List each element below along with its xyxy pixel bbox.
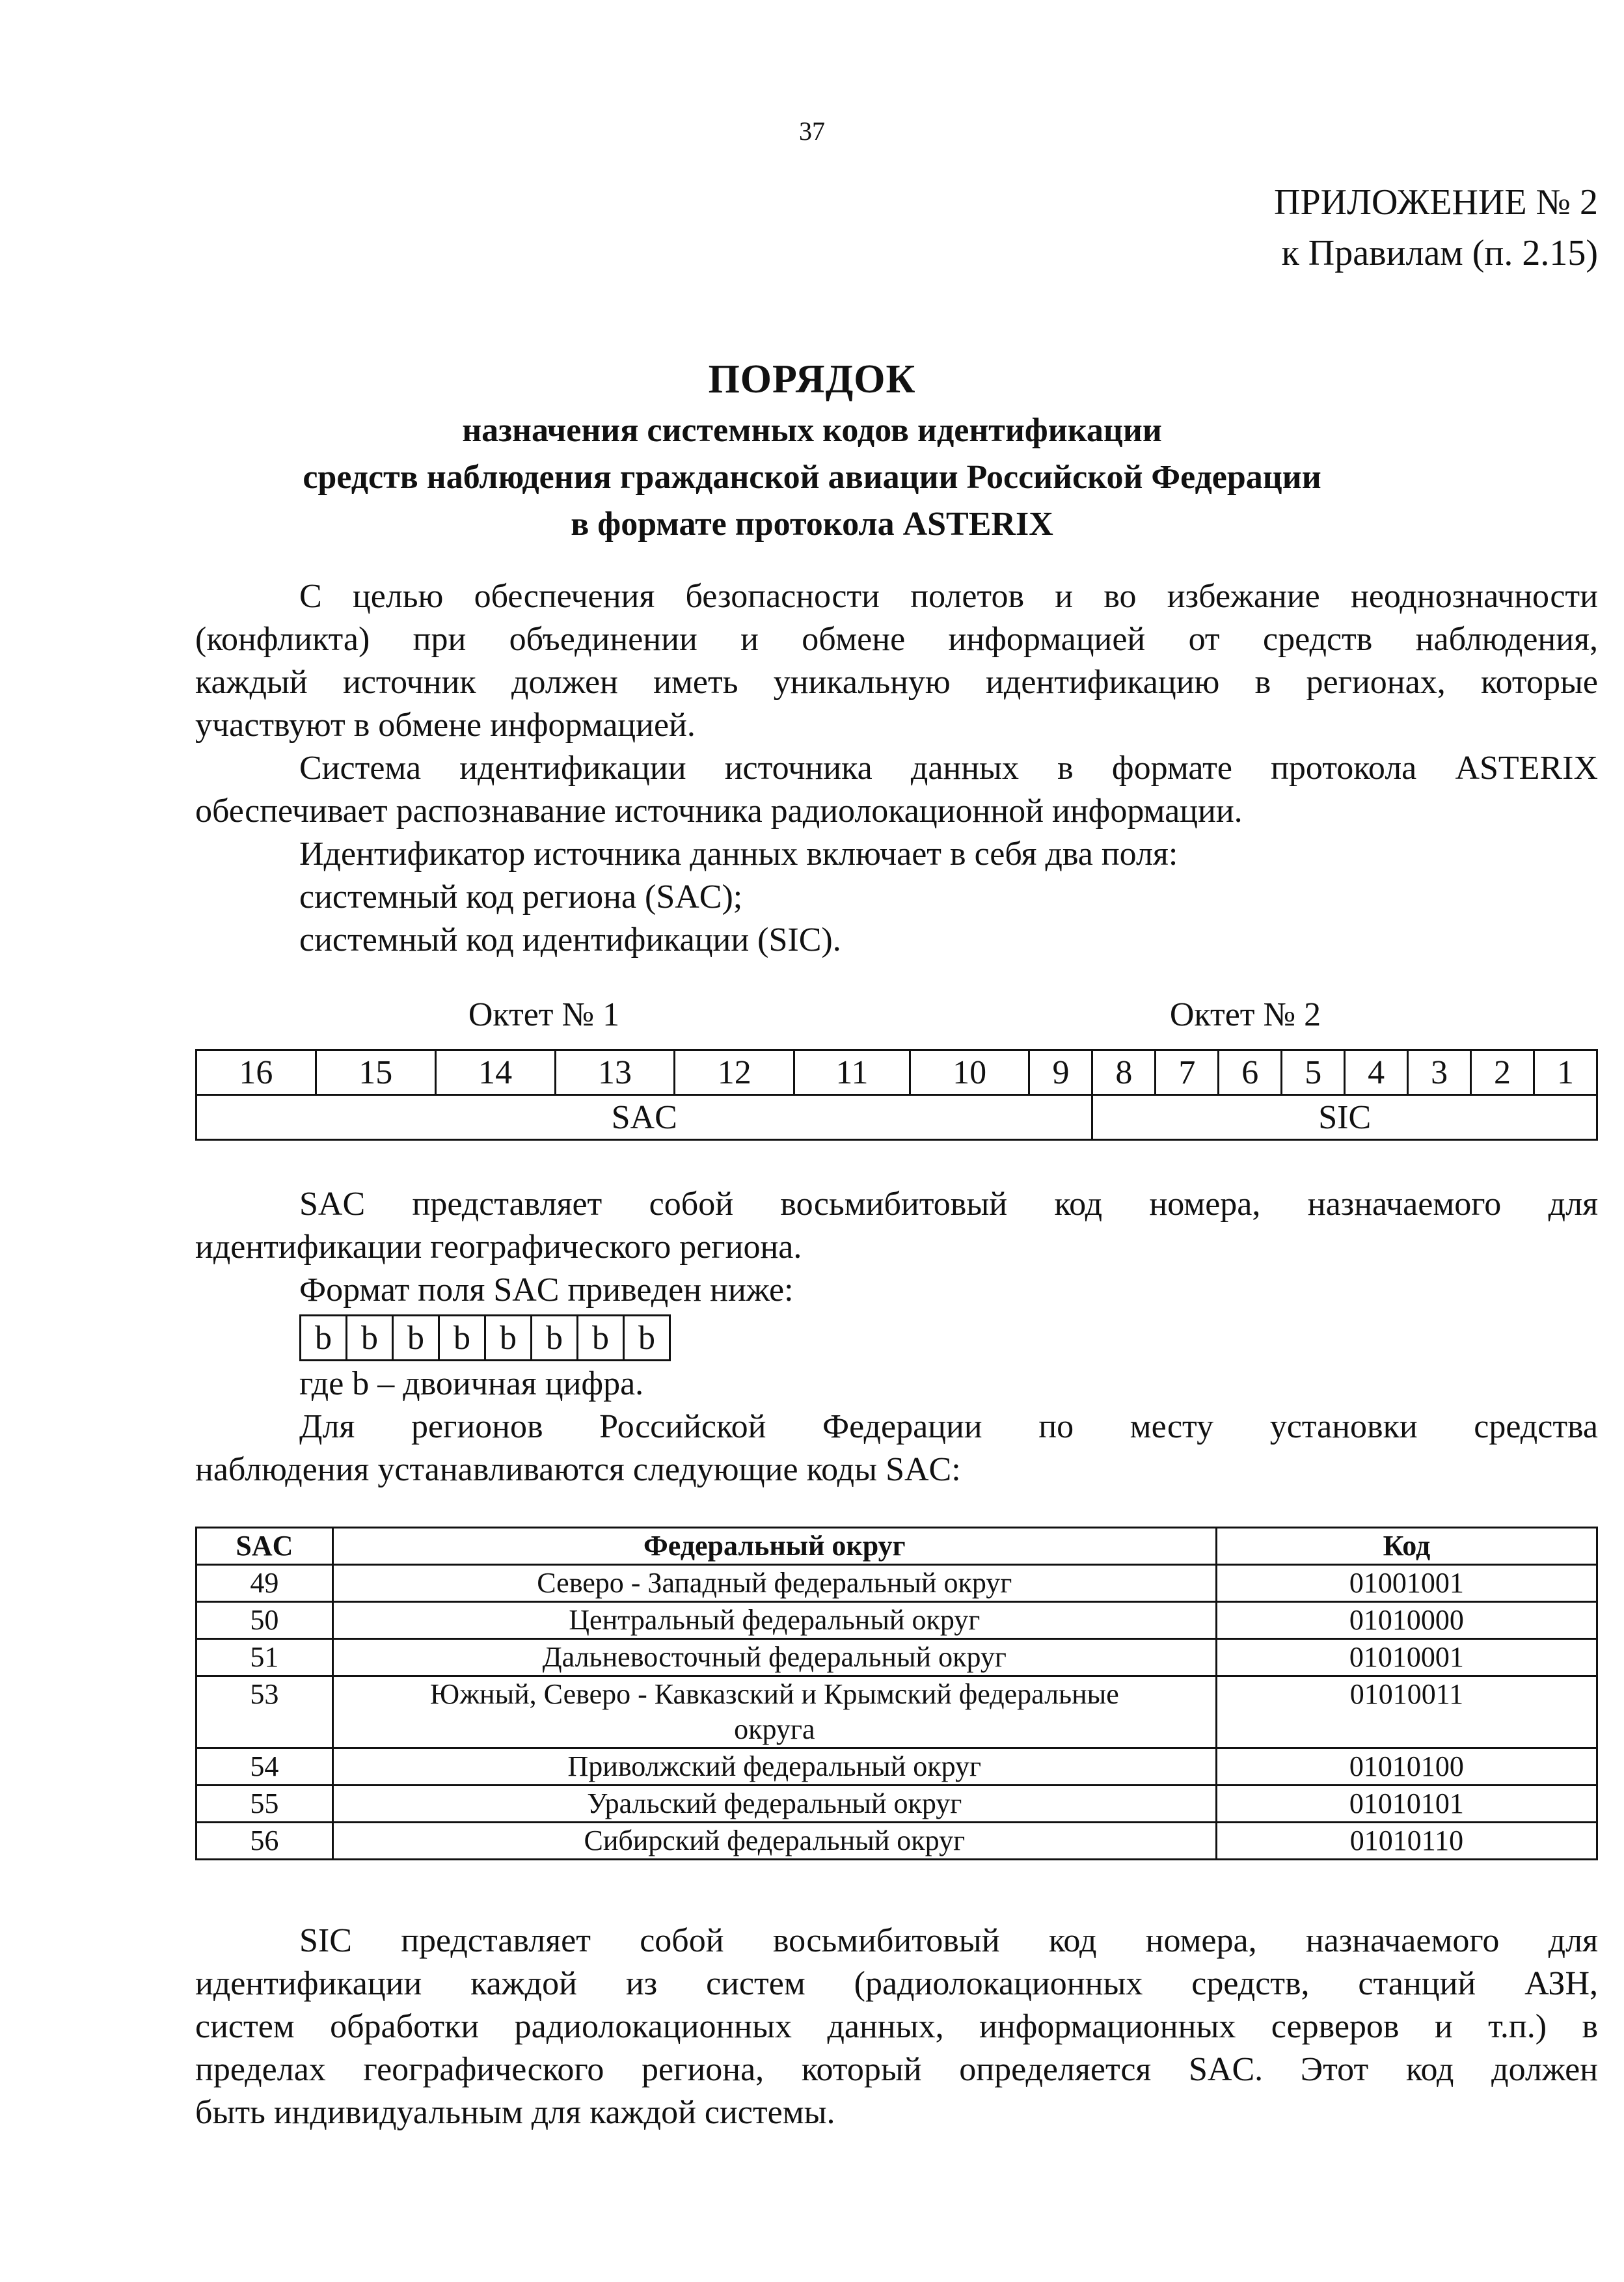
- sic-line-1: SIC представляет собой восьмибитовый код номера, назначаемого для: [299, 1922, 1598, 1959]
- district-name: Северо - Западный федеральный округ: [332, 1565, 1216, 1602]
- binary-code: 01010101: [1216, 1786, 1597, 1823]
- sac-format-label: Формат поля SAC приведен ниже:: [299, 1271, 794, 1309]
- bit-cell: 8: [1092, 1050, 1156, 1095]
- octet-field-row: [196, 1095, 1597, 1140]
- format-bit-cell: b: [532, 1316, 578, 1361]
- binary-code: 01010100: [1216, 1748, 1597, 1786]
- sac-p1-line-1: SAC представляет собой восьмибитовый код номера, назначаемого для: [299, 1186, 1598, 1223]
- format-bit-cell: b: [393, 1316, 439, 1361]
- format-bit-cell: b: [439, 1316, 485, 1361]
- intro-p5: системный код идентификации (SIC).: [299, 921, 841, 958]
- sic-field-cell: SIC: [1092, 1095, 1597, 1140]
- binary-code: 01010011: [1216, 1676, 1597, 1748]
- sac-value: 50: [196, 1602, 333, 1639]
- octet-2-label: Октет № 2: [1169, 996, 1321, 1033]
- header-code: Код: [1216, 1528, 1597, 1565]
- sac-value: 53: [196, 1676, 333, 1748]
- bit-cell: 5: [1282, 1050, 1345, 1095]
- sac-value: 49: [196, 1565, 333, 1602]
- bit-cell: 10: [910, 1050, 1029, 1095]
- sac-format-row: [301, 1316, 670, 1361]
- sac-p2-line-2: наблюдения устанавливаются следующие коды SAC:: [195, 1451, 961, 1488]
- district-name: Центральный федеральный округ: [332, 1602, 1216, 1639]
- table-row: [196, 1602, 1597, 1639]
- sac-value: 51: [196, 1639, 333, 1676]
- sac-where-label: где b – двоичная цифра.: [299, 1365, 644, 1402]
- table-row: [196, 1639, 1597, 1676]
- octet-bit-row: [196, 1050, 1597, 1095]
- table-row: [196, 1565, 1597, 1602]
- intro-p1-line-1: С целью обеспечения безопасности полетов и во избежание неоднозначности: [299, 578, 1598, 615]
- bit-cell: 2: [1471, 1050, 1534, 1095]
- intro-p2-line-1: Система идентификации источника данных в формате протокола ASTERIX: [299, 750, 1598, 787]
- sic-line-2: идентификации каждой из систем (радиолокационных средств, станций АЗН,: [195, 1965, 1598, 2002]
- bit-cell: 11: [794, 1050, 910, 1095]
- sac-p1-line-2: идентификации географического региона.: [195, 1229, 802, 1266]
- sic-line-4: пределах географического региона, который определяется SAC. Этот код должен: [195, 2051, 1598, 2088]
- intro-p4: системный код региона (SAC);: [299, 878, 743, 916]
- title-line-2: средств наблюдения гражданской авиации Российской Федерации: [303, 459, 1321, 496]
- table-row: [196, 1676, 1597, 1748]
- bit-cell: 9: [1029, 1050, 1092, 1095]
- table-row: [196, 1823, 1597, 1860]
- sac-value: 56: [196, 1823, 333, 1860]
- bit-cell: 14: [435, 1050, 555, 1095]
- binary-code: 01001001: [1216, 1565, 1597, 1602]
- sic-line-3: систем обработки радиолокационных данных, информационных серверов и т.п.) в: [195, 2008, 1598, 2045]
- header-district: Федеральный округ: [332, 1528, 1216, 1565]
- intro-p1-line-2: (конфликта) при объединении и обмене информацией от средств наблюдения,: [195, 621, 1598, 658]
- bit-cell: 7: [1156, 1050, 1219, 1095]
- bit-cell: 12: [675, 1050, 794, 1095]
- intro-p2-line-2: обеспечивает распознавание источника радиолокационной информации.: [195, 793, 1243, 830]
- bit-cell: 3: [1408, 1050, 1471, 1095]
- sac-codes-table: [195, 1527, 1598, 1860]
- district-name: Приволжский федеральный округ: [332, 1748, 1216, 1786]
- appendix-number: ПРИЛОЖЕНИЕ № 2: [1274, 182, 1598, 223]
- title-main: ПОРЯДОК: [708, 357, 916, 401]
- format-bit-cell: b: [485, 1316, 532, 1361]
- header-sac: SAC: [196, 1528, 333, 1565]
- bit-cell: 4: [1345, 1050, 1408, 1095]
- document-title: [0, 351, 1624, 548]
- bit-cell: 6: [1219, 1050, 1282, 1095]
- appendix-reference: к Правилам (п. 2.15): [1281, 233, 1598, 273]
- bit-cell: 16: [196, 1050, 316, 1095]
- district-name: Сибирский федеральный округ: [332, 1823, 1216, 1860]
- format-bit-cell: b: [301, 1316, 347, 1361]
- sic-line-5: быть индивидуальным для каждой системы.: [195, 2094, 835, 2131]
- binary-code: 01010000: [1216, 1602, 1597, 1639]
- district-name: Дальневосточный федеральный округ: [332, 1639, 1216, 1676]
- binary-code: 01010110: [1216, 1823, 1597, 1860]
- table-row: [196, 1786, 1597, 1823]
- intro-p1-line-3: каждый источник должен иметь уникальную идентификацию в регионах, которые: [195, 664, 1598, 701]
- sac-codes-header-row: [196, 1528, 1597, 1565]
- octet-table: [195, 1049, 1598, 1141]
- format-bit-cell: b: [578, 1316, 624, 1361]
- title-line-1: назначения системных кодов идентификации: [462, 412, 1162, 449]
- intro-p1-line-4: участвуют в обмене информацией.: [195, 707, 696, 744]
- bit-cell: 13: [555, 1050, 675, 1095]
- table-row: [196, 1748, 1597, 1786]
- format-bit-cell: b: [624, 1316, 670, 1361]
- octet-1-label: Октет № 1: [468, 996, 620, 1033]
- title-line-3: в формате протокола ASTERIX: [571, 506, 1053, 543]
- appendix-header: [1274, 177, 1598, 278]
- format-bit-cell: b: [347, 1316, 393, 1361]
- bit-cell: 1: [1534, 1050, 1597, 1095]
- bit-cell: 15: [316, 1050, 435, 1095]
- sac-format-table: [299, 1314, 671, 1361]
- intro-p3: Идентификатор источника данных включает в себя два поля:: [299, 835, 1178, 873]
- sac-value: 55: [196, 1786, 333, 1823]
- district-name: Уральский федеральный округ: [332, 1786, 1216, 1823]
- district-name: Южный, Северо - Кавказский и Крымский федеральные округа: [332, 1676, 1216, 1748]
- binary-code: 01010001: [1216, 1639, 1597, 1676]
- sac-p2-line-1: Для регионов Российской Федерации по месту установки средства: [299, 1408, 1598, 1445]
- page-number: 37: [799, 116, 825, 146]
- sac-value: 54: [196, 1748, 333, 1786]
- sac-field-cell: SAC: [196, 1095, 1092, 1140]
